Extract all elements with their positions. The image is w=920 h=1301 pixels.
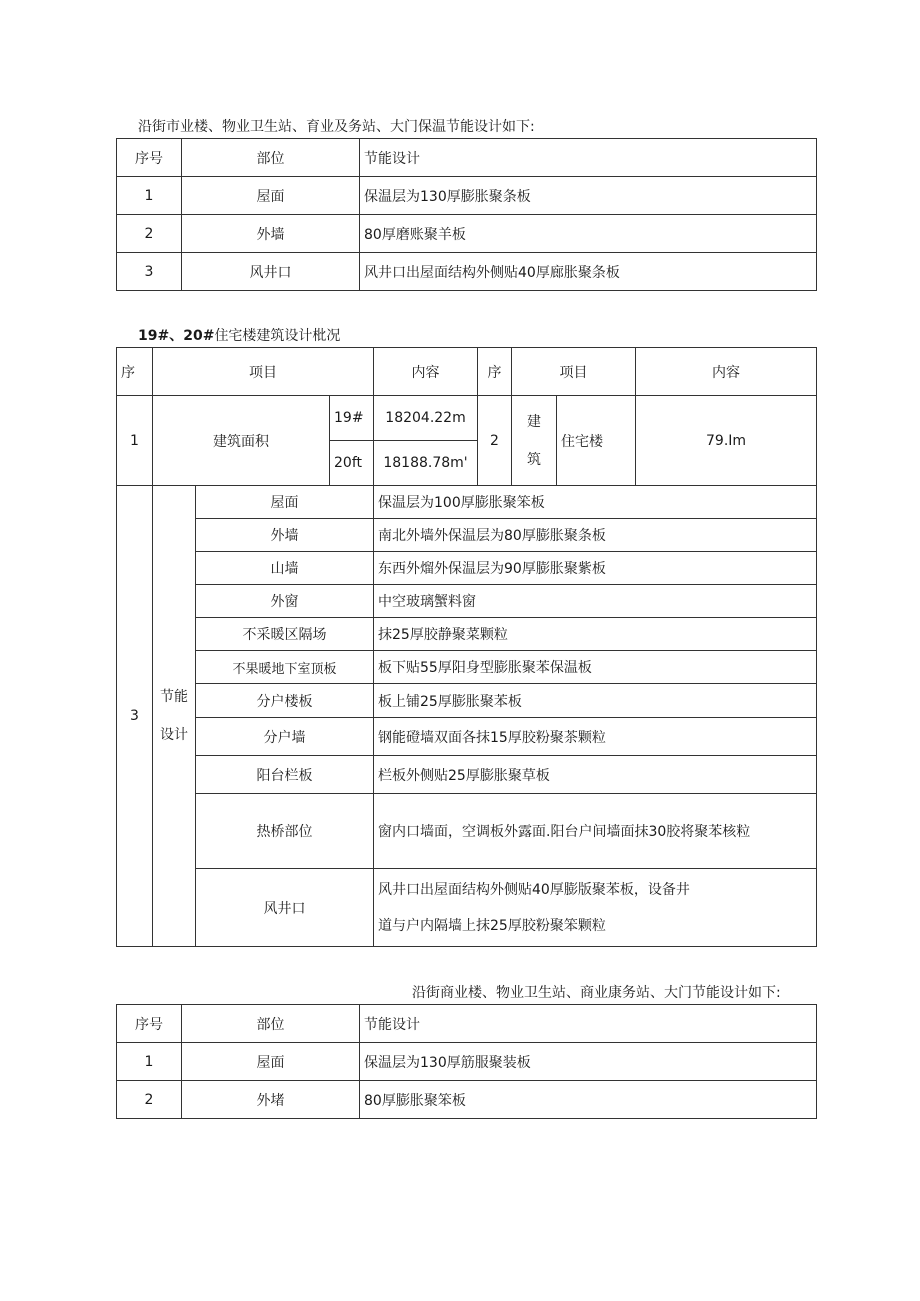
section3-table [116,1004,817,1119]
row-part: 外墙 [182,215,360,253]
row-design: 80厚磨账聚羊板 [360,215,817,253]
section2-caption-rest: 住宅楼建筑设计枇况 [214,328,341,344]
header-part: 部位 [182,139,360,177]
table-row [117,684,817,718]
row-design: 窗内口墙面，空调板外露面.阳台户间墙面抹30胶将聚苯核粒 [374,794,817,869]
item2-char-b: 筑 [527,451,542,468]
table-row [117,552,817,585]
item2-char-a: 建 [527,413,542,430]
row-no: 1 [117,1043,182,1081]
sub-label-19: 19# [330,396,374,441]
table-header-row [117,1005,817,1043]
row-design: 栏板外侧贴25厚膨胀聚草板 [374,756,817,794]
row-content2: 79.Im [636,396,817,486]
table-row [117,869,817,947]
table-row [117,1043,817,1081]
sub-label-20: 20ft [330,441,374,486]
row3-no: 3 [117,486,153,947]
row-no2: 2 [478,396,512,486]
row-part: 分户楼板 [196,684,374,718]
group-text-a: 节能 [160,689,188,705]
section2-caption [138,325,340,345]
row-design: 抹25厚胶静聚菜颗粒 [374,618,817,651]
row-design: 中空玻璃蟹料窗 [374,585,817,618]
sub-value-19: 18204.22m [374,396,478,441]
section2-caption-bold: 19#、20# [138,328,215,344]
row-part: 屋面 [182,1043,360,1081]
row-part: 屋面 [196,486,374,519]
row-part: 阳台栏板 [196,756,374,794]
row-part: 热桥部位 [196,794,374,869]
header-seq: 序号 [117,139,182,177]
row-no: 1 [117,396,153,486]
row-part: 外墙 [196,519,374,552]
header-content: 内容 [374,348,478,396]
row-item2-name: 住宅楼 [557,396,636,486]
header-seq2: 序 [478,348,512,396]
table-row [117,177,817,215]
header-design: 节能设计 [360,1005,817,1043]
header-item2: 项目 [512,348,636,396]
row-no: 3 [117,253,182,291]
row-design: 东西外熘外保温层为90厚膨胀聚紫板 [374,552,817,585]
row-design: 保温层为130厚筋服聚装板 [360,1043,817,1081]
table-row [117,618,817,651]
table-header-row [117,348,817,396]
row-part: 风井口 [196,869,374,947]
header-design: 节能设计 [360,139,817,177]
header-part: 部位 [182,1005,360,1043]
table-row [117,585,817,618]
row-part: 外堵 [182,1081,360,1119]
table-row [117,756,817,794]
table-row [117,519,817,552]
section1-caption: 沿街市业楼、物业卫生站、育业及务站、大门保温节能设计如下: [138,119,535,135]
row-design: 保温层为100厚膨胀聚笨板 [374,486,817,519]
row-part: 分户墙 [196,718,374,756]
table-row [117,253,817,291]
sub-value-20: 18188.78m' [374,441,478,486]
header-seq: 序 [117,348,153,396]
table-row [117,215,817,253]
design-line-2: 道与户内隔墙上抹25厚胶粉聚笨颗粒 [378,917,606,934]
row-part: 不采暖区隔场 [196,618,374,651]
group-text-b: 设计 [160,727,188,743]
header-content2: 内容 [636,348,817,396]
row-no: 1 [117,177,182,215]
row-design-multiline [374,869,817,947]
table-row [117,486,817,519]
section2-table [116,347,817,947]
table-header-row [117,139,817,177]
row-design: 钢能磴墙双面各抹15厚胶粉聚茶颗粒 [374,718,817,756]
header-seq: 序号 [117,1005,182,1043]
header-item: 项目 [153,348,374,396]
row-part: 山墙 [196,552,374,585]
row-part: 屋面 [182,177,360,215]
table-row [117,794,817,869]
row-design: 南北外墙外保温层为80厚膨胀聚条板 [374,519,817,552]
table-row [117,718,817,756]
table-row [117,651,817,684]
table-row [117,1081,817,1119]
section1-table [116,138,817,291]
row-part: 不果暖地下室顶板 [196,651,374,684]
row-no: 2 [117,1081,182,1119]
row-design: 80厚膨胀聚笨板 [360,1081,817,1119]
row-design: 保温层为130厚膨胀聚条板 [360,177,817,215]
row-design: 风井口出屋面结构外侧贴40厚廊胀聚条板 [360,253,817,291]
row-no: 2 [117,215,182,253]
row-part: 外窗 [196,585,374,618]
table-row [117,396,817,441]
design-line-1: 风井口出屋面结构外侧贴40厚膨版聚苯板，设备井 [378,881,690,898]
section3-caption: 沿街商业楼、物业卫生站、商业康务站、大门节能设计如下: [412,985,781,1001]
row-design: 板上铺25厚膨胀聚苯板 [374,684,817,718]
row-design: 板下贴55厚阳身型膨胀聚苯保温板 [374,651,817,684]
row-part: 风井口 [182,253,360,291]
row-item: 建筑面积 [153,396,330,486]
row3-group [153,486,196,947]
row-item2-vertical [512,396,557,486]
